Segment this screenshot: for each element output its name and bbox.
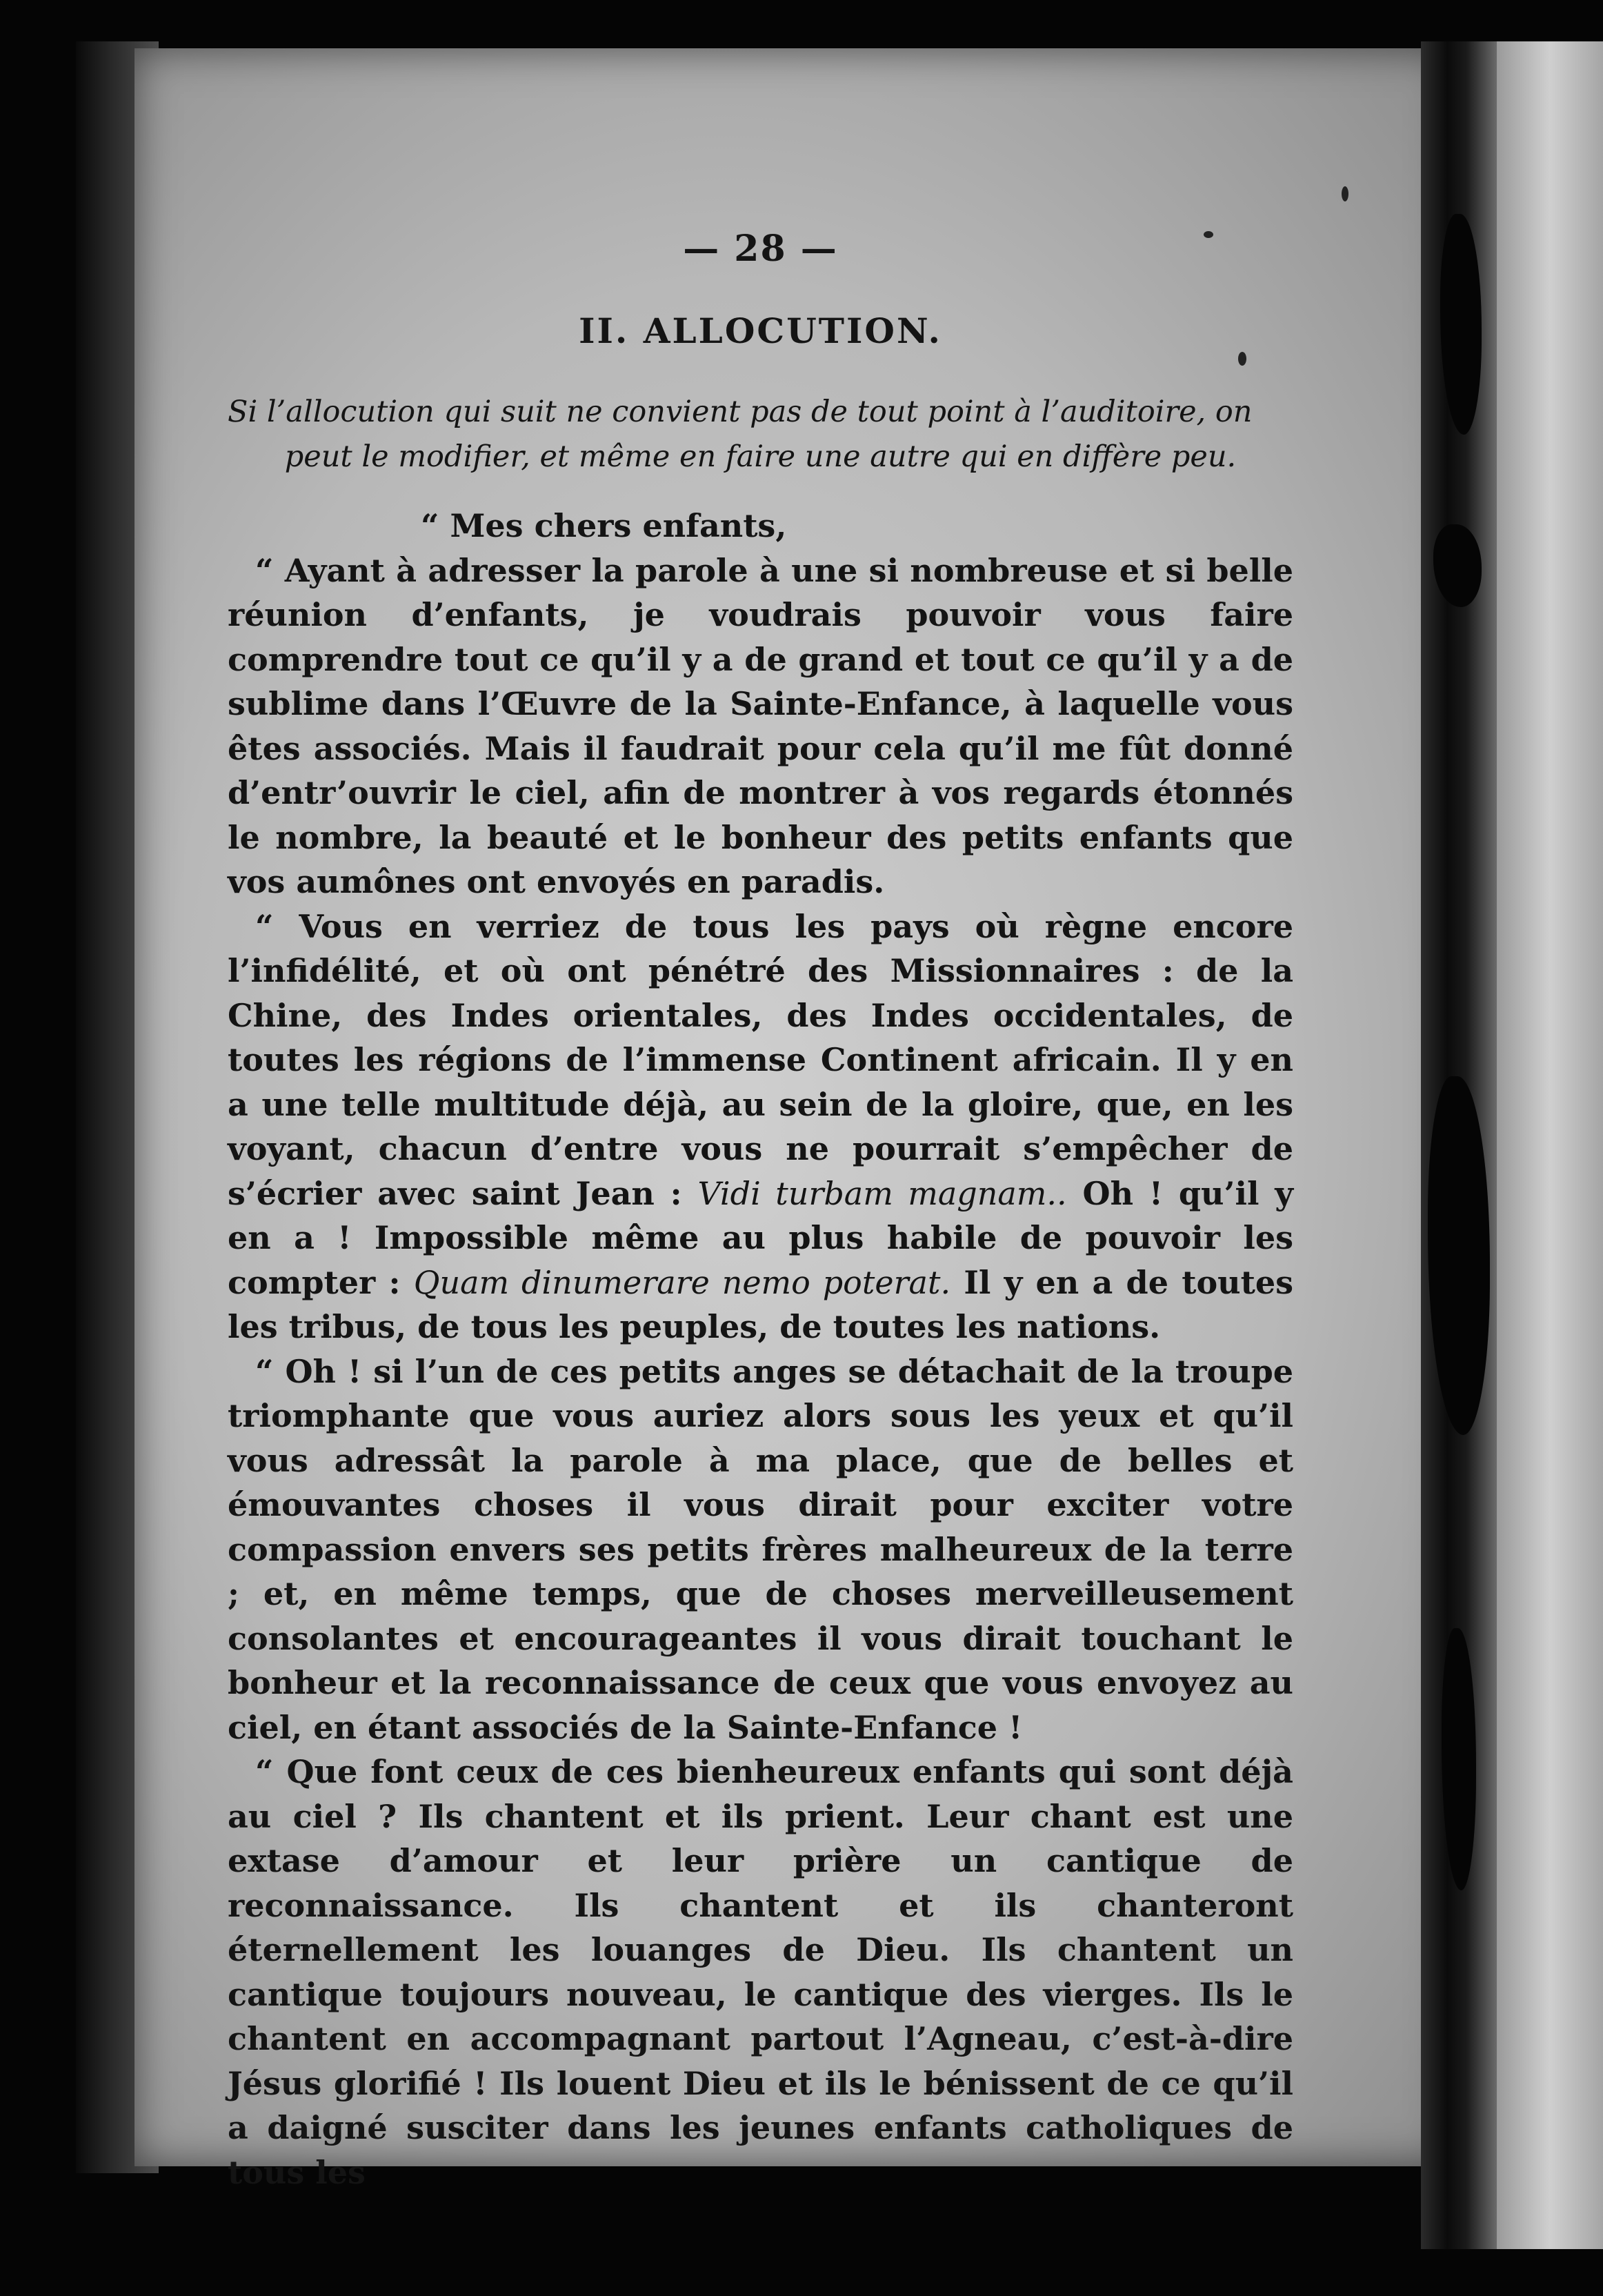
paragraph-2-part-b: Oh ! qu’il y en a ! Impossible même au plus habile de pouvoir les compter : <box>228 1174 1294 1301</box>
paragraph-2-part-a: “ Vous en verriez de tous les pays où règne encore l’infidélité, et où ont pénétré des Missionnaires : de la Chine, des Indes orientales, des Indes occidentales, de toutes les régions de l’immense Continent africain. Il y en a une telle multitude déjà, au sein de la gloire, que, en les voyant, chacun d’entre vous ne pourrait s’empêcher de s’écrier avec saint Jean : <box>228 907 1293 1212</box>
paragraph-1: “ Ayant à adresser la parole à une si nombreuse et si belle réunion d’enfants, je voudrais pouvoir vous faire comprendre tout ce qu’il y a de grand et tout ce qu’il y a de sublime dans l’Œuvre de la Sainte-Enfance, à laquelle vous êtes associés. Mais il faudrait pour cela qu’il me fût donné d’entr’ouvrir le ciel, afin de montrer à vos regards étonnés le nombre, la beauté et le bonheur des petits enfants que vos aumônes ont envoyés en paradis. <box>228 551 1293 900</box>
paragraph-2 <box>228 904 1293 1349</box>
paragraph-3: “ Oh ! si l’un de ces petits anges se détachait de la troupe triomphante que vous auriez alors sous les yeux et qu’il vous adressât la parole à ma place, que de belles et émouvantes choses il vous dirait pour exciter votre compassion envers ses petits frères malheureux de la terre ; et, en même temps, que de choses merveilleusement consolantes et encourageantes il vous dirait touchant le bonheur et la reconnaissance de ceux que vous envoyez au ciel, en étant associés de la Sainte-Enfance ! <box>228 1352 1293 1746</box>
section-title: II. ALLOCUTION. <box>579 310 942 351</box>
note-line-2: peut le modifier, et même en faire une autre qui en diffère peu. <box>284 439 1237 474</box>
allocution-body <box>228 504 1293 2195</box>
instruction-note <box>228 390 1293 479</box>
adjacent-page-strip <box>1497 41 1603 2249</box>
salutation: “ Mes chers enfants, <box>421 507 787 544</box>
latin-quote-1: Vidi turbam magnam.. <box>697 1174 1067 1212</box>
note-line-1: Si l’allocution qui suit ne convient pas de tout point à l’auditoire, on <box>228 395 1253 429</box>
page-number: — 28 — <box>683 228 838 270</box>
latin-quote-2: Quam dinumerare nemo poterat. <box>413 1263 951 1301</box>
paragraph-4: “ Que font ceux de ces bienheureux enfants qui sont déjà au ciel ? Ils chantent et ils prient. Leur chant est une extase d’amour et leur prière un cantique de reconnaissance. Ils chantent et ils chanteront éternellement les louanges de Dieu. Ils chantent un cantique toujours nouveau, le cantique des vierges. Ils le chantent en accompagnant partout l’Agneau, c’est-à-dire Jésus glorifié ! Ils louent Dieu et ils le bénissent de ce qu’il a daigné susciter dans les jeunes enfants catholiques de tous les <box>228 1753 1293 2191</box>
book-spine <box>1421 41 1497 2249</box>
paragraph-2-part-c: Il y en a de toutes les tribus, de tous les peuples, de toutes les nations. <box>228 1263 1294 1345</box>
